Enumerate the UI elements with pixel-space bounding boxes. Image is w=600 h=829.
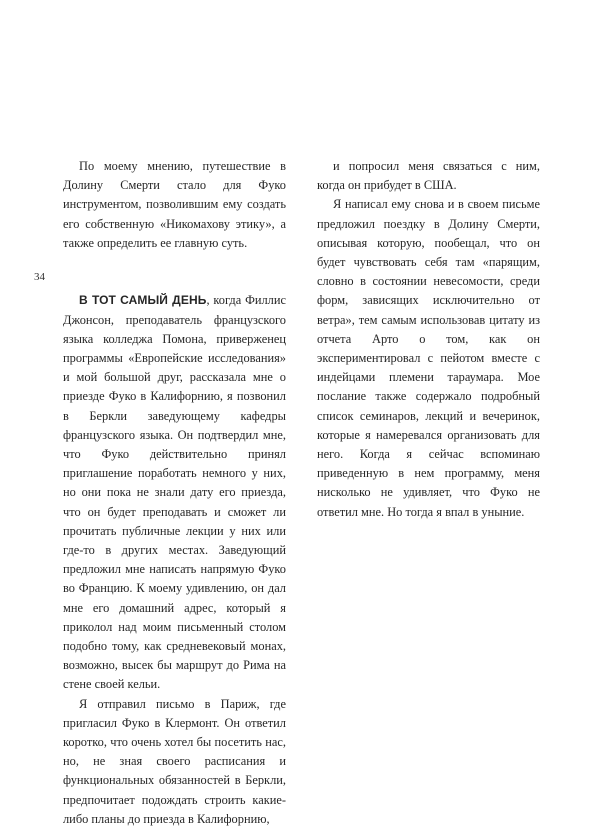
page-number: 34 xyxy=(34,271,45,283)
left-column xyxy=(63,157,286,829)
paragraph-letter-to-paris: Я отправил письмо в Париж, где пригласил Фуко в Клермонт. Он ответил коротко, что очень хотел бы посетить нас, но, не зная своего расписания и функциональных обязанностей в Беркли, предпочитает подождать строить какие-либо планы до приезда в Калифорнию, xyxy=(63,696,286,826)
paragraph-body: , когда Филлис Джонсон, преподаватель французского языка колледжа Помона, приверженец программы «Европейские исследования» и мой большой друг, рассказала мне о приезде Фуко в Калифорнию, я позвонил в Беркли заведующему кафедры французского языка. Он подтвердил мне, что Фуко действительно принял приглашение поработать немного у них, но они пока не знали дату его приезда, что он будет преподавать и сможет ли прочитать публичные лекции у них или где-то в других местах. Заведующий предложил мне написать напрямую Фуко во Францию. К моему удивлению, он дал мне его домашний адрес, который я приколол над моим письменный столом подобно тому, как средневековый монах, возможно, высек бы маршрут до Рима на стене своей кельи. xyxy=(63,293,286,692)
right-column xyxy=(317,157,540,522)
paragraph-that-same-day xyxy=(63,291,286,694)
paragraph-second-letter: Я написал ему снова и в своем письме предложил поездку в Долину Смерти, описывая которую, пообещал, что он будет чувствовать себя там «парящим, словно в состоянии невесомости, среди форм, зависящих исключительно от ветра», тем самым использовав цитату из отчета Арто о том, как он экспериментировал с пейотом вместе с индейцами племени тараумара. Мое послание также содержало подробный список семинаров, лекций и вечеринок, которые я намеревался организовать для него. Когда я сейчас вспоминаю приведенную в нем программу, меня нисколько не удивляет, что Фуко не ответил мне. Но тогда я впал в уныние. xyxy=(317,197,540,519)
section-spacer xyxy=(63,253,286,291)
paragraph-contact-in-usa: и попросил меня связаться с ним, когда он прибудет в США. xyxy=(317,159,540,193)
paragraph-death-valley-ethics: По моему мнению, путешествие в Долину Смерти стало для Фуко инструментом, позволившим ему создать его собственную «Никомахову этику», а также определить ее главную суть. xyxy=(63,159,286,250)
paragraph-lead-in: В ТОТ САМЫЙ ДЕНЬ xyxy=(79,293,207,308)
